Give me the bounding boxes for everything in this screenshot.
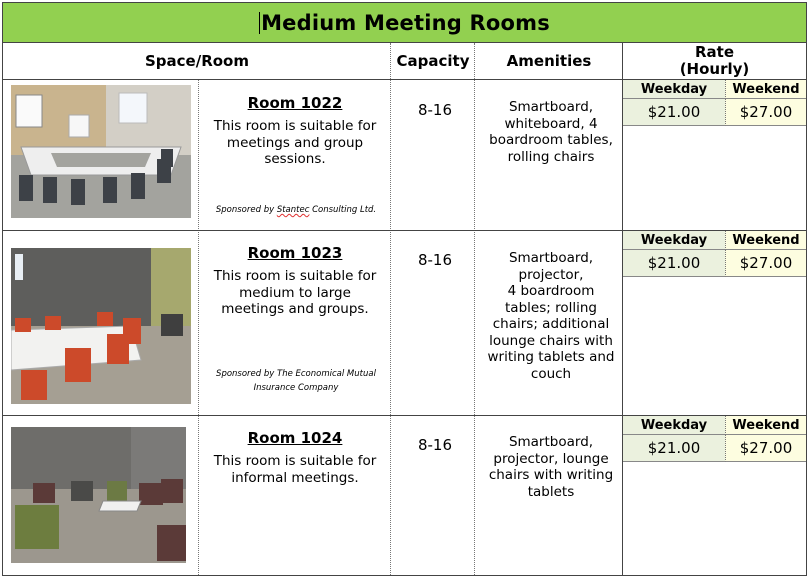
spellcheck-flagged-word: Stantec — [276, 205, 310, 215]
room-1024-description: This room is suitable for informal meetings. — [213, 453, 377, 486]
room-1023-amenities: Smartboard, projector, 4 boardroom tables; rolling chairs; additional lounge chairs with writing tablets and couch — [487, 250, 615, 382]
header-rate-line2: (Hourly) — [679, 60, 750, 78]
room-1024-weekend-rate: $27.00 — [725, 435, 806, 462]
room-1023-photo — [11, 248, 191, 404]
room-1023-capacity: 8-16 — [417, 251, 453, 269]
room-1024-capacity: 8-16 — [417, 436, 453, 454]
text-cursor — [259, 12, 260, 34]
room-1022-amenities: Smartboard, whiteboard, 4 boardroom tables, rolling chairs — [489, 99, 613, 165]
room-1024-name: Room 1024 — [247, 429, 343, 447]
room-1023-description: This room is suitable for medium to large meetings and groups. — [213, 268, 377, 317]
page-title — [3, 3, 806, 43]
room-1022-weekday-rate: $21.00 — [623, 99, 725, 126]
room-1024-photo — [11, 427, 186, 563]
room-1023-weekend-label: Weekend — [725, 231, 806, 250]
room-1022-weekend-label: Weekend — [725, 80, 806, 99]
col-divider-space — [390, 43, 391, 575]
room-1022-name: Room 1022 — [247, 94, 343, 112]
room-1022-description: This room is suitable for meetings and group sessions. — [213, 118, 377, 167]
col-divider-capacity — [474, 43, 475, 575]
room-1022-capacity: 8-16 — [417, 101, 453, 119]
room-1024-weekend-label: Weekend — [725, 416, 806, 435]
header-amenities: Amenities — [475, 43, 623, 80]
room-1023-weekday-label: Weekday — [623, 231, 725, 250]
header-capacity: Capacity — [391, 43, 475, 80]
room-1023-name: Room 1023 — [247, 244, 343, 262]
header-rate-line1: Rate — [694, 43, 735, 61]
header-rate — [623, 43, 806, 80]
room-1023-sponsor: Sponsored by The Economical Mutual Insurance Company — [216, 369, 376, 393]
room-1024-amenities: Smartboard, projector, lounge chairs with writing tablets — [488, 434, 614, 500]
header-space-room: Space/Room — [3, 43, 391, 80]
room-1022-weekday-label: Weekday — [623, 80, 725, 99]
col-divider-photo — [198, 80, 199, 575]
room-1022-weekend-rate: $27.00 — [725, 99, 806, 126]
meeting-rooms-table — [2, 2, 807, 576]
room-1022-sponsor: Sponsored by Stantec Consulting Ltd. — [215, 205, 377, 215]
room-1024-weekday-rate: $21.00 — [623, 435, 725, 462]
room-1022-photo — [11, 85, 191, 218]
room-1024-weekday-label: Weekday — [623, 416, 725, 435]
title-text: Medium Meeting Rooms — [261, 10, 550, 35]
room-1023-weekend-rate: $27.00 — [725, 250, 806, 277]
room-1023-weekday-rate: $21.00 — [623, 250, 725, 277]
